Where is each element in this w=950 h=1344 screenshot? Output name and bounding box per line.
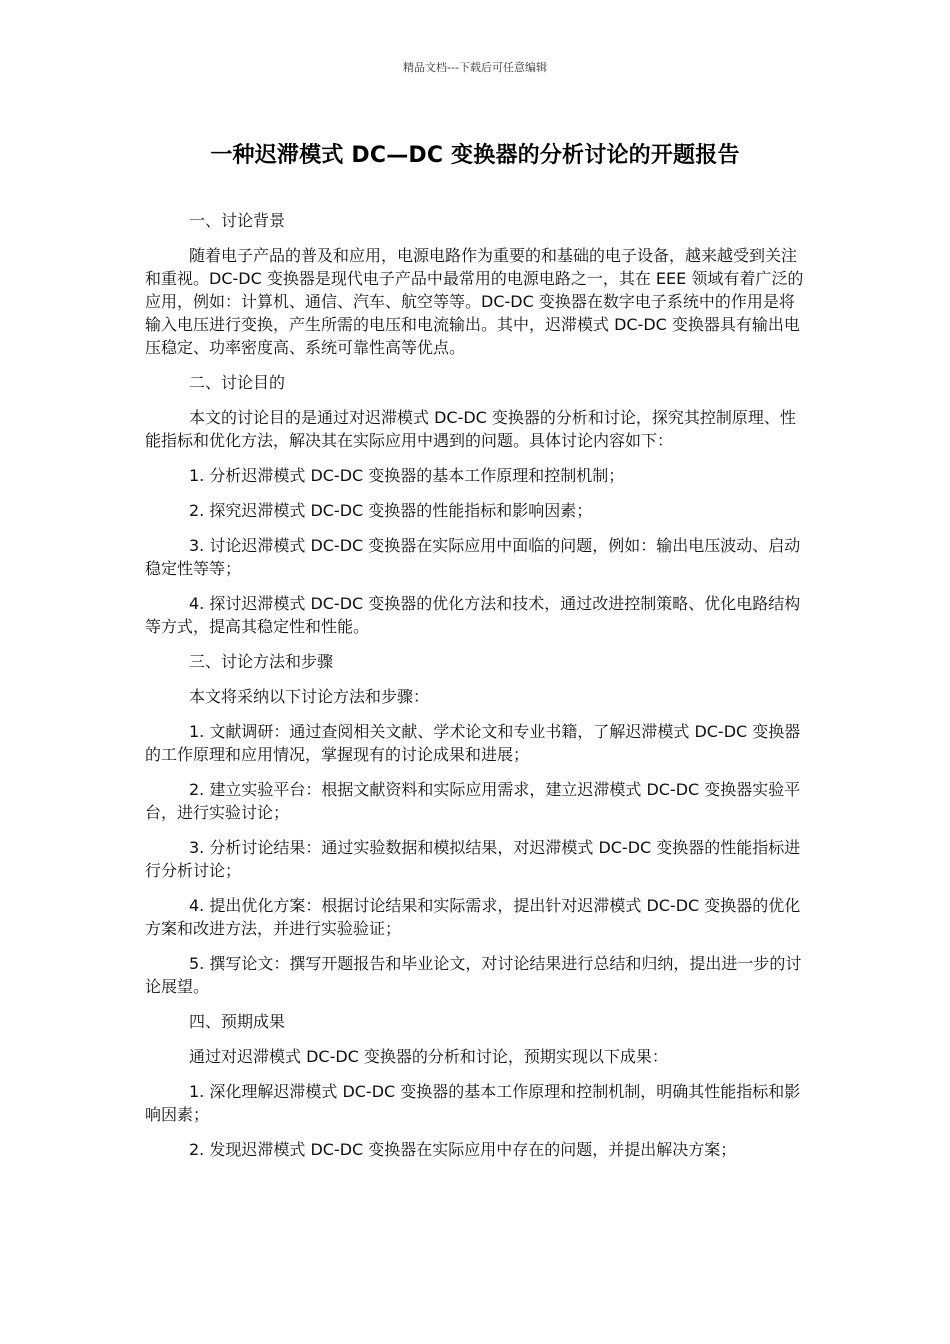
outcome-item-2: 2. 发现迟滞模式 DC-DC 变换器在实际应用中存在的问题，并提出解决方案；	[189, 1140, 737, 1159]
paragraph-outcomes-intro: 通过对迟滞模式 DC-DC 变换器的分析和讨论，预期实现以下成果：	[189, 1047, 668, 1066]
outcome-item-1: 1. 深化理解迟滞模式 DC-DC 变换器的基本工作原理和控制机制，明确其性能指标和影响因素；	[145, 1082, 801, 1124]
purpose-item-3: 3. 讨论迟滞模式 DC-DC 变换器在实际应用中面临的问题，例如：输出电压波动、启动稳定性等等；	[145, 536, 801, 578]
purpose-item-4: 4. 探讨迟滞模式 DC-DC 变换器的优化方法和技术，通过改进控制策略、优化电路结构等方式，提高其稳定性和性能。	[145, 594, 801, 636]
method-item-3: 3. 分析讨论结果：通过实验数据和模拟结果，对迟滞模式 DC-DC 变换器的性能指标进行分析讨论；	[145, 838, 801, 880]
section-heading-outcomes: 四、预期成果	[189, 1012, 286, 1031]
paragraph-background: 随着电子产品的普及和应用，电源电路作为重要的和基础的电子设备，越来越受到关注和重视。DC-DC 变换器是现代电子产品中最常用的电源电路之一，其在 EEE 领域有着广泛的应用，例如：计算机、通信、汽车、航空等等。DC-DC 变换器在数字电子系统中的作用是将输入电压进行变换，产生所需的电压和电流输出。其中，迟滞模式 DC-DC 变换器具有输出电压稳定、功率密度高、系统可靠性高等优点。	[145, 246, 804, 357]
purpose-item-1: 1. 分析迟滞模式 DC-DC 变换器的基本工作原理和控制机制；	[189, 466, 625, 485]
section-heading-purpose: 二、讨论目的	[189, 373, 286, 392]
method-item-4: 4. 提出优化方案：根据讨论结果和实际需求，提出针对迟滞模式 DC-DC 变换器的优化方案和改进方法，并进行实验验证；	[145, 896, 801, 938]
section-heading-methods: 三、讨论方法和步骤	[189, 652, 334, 671]
method-item-1: 1. 文献调研：通过查阅相关文献、学术论文和专业书籍，了解迟滞模式 DC-DC 变换器的工作原理和应用情况，掌握现有的讨论成果和进展；	[145, 722, 801, 764]
method-item-2: 2. 建立实验平台：根据文献资料和实际应用需求，建立迟滞模式 DC-DC 变换器实验平台，进行实验讨论；	[145, 780, 801, 822]
purpose-item-2: 2. 探究迟滞模式 DC-DC 变换器的性能指标和影响因素；	[189, 501, 593, 520]
document-body	[145, 209, 810, 1161]
method-item-5: 5. 撰写论文：撰写开题报告和毕业论文，对讨论结果进行总结和归纳，提出进一步的讨论展望。	[145, 954, 802, 996]
header-note: 精品文档---下载后可任意编辑	[403, 61, 547, 74]
paragraph-methods-intro: 本文将采纳以下讨论方法和步骤：	[189, 687, 430, 706]
section-heading-background: 一、讨论背景	[189, 211, 286, 230]
document-title: 一种迟滞模式 DC—DC 变换器的分析讨论的开题报告	[210, 143, 740, 168]
paragraph-purpose: 本文的讨论目的是通过对迟滞模式 DC-DC 变换器的分析和讨论，探究其控制原理、性能指标和优化方法，解决其在实际应用中遇到的问题。具体讨论内容如下：	[145, 408, 796, 450]
